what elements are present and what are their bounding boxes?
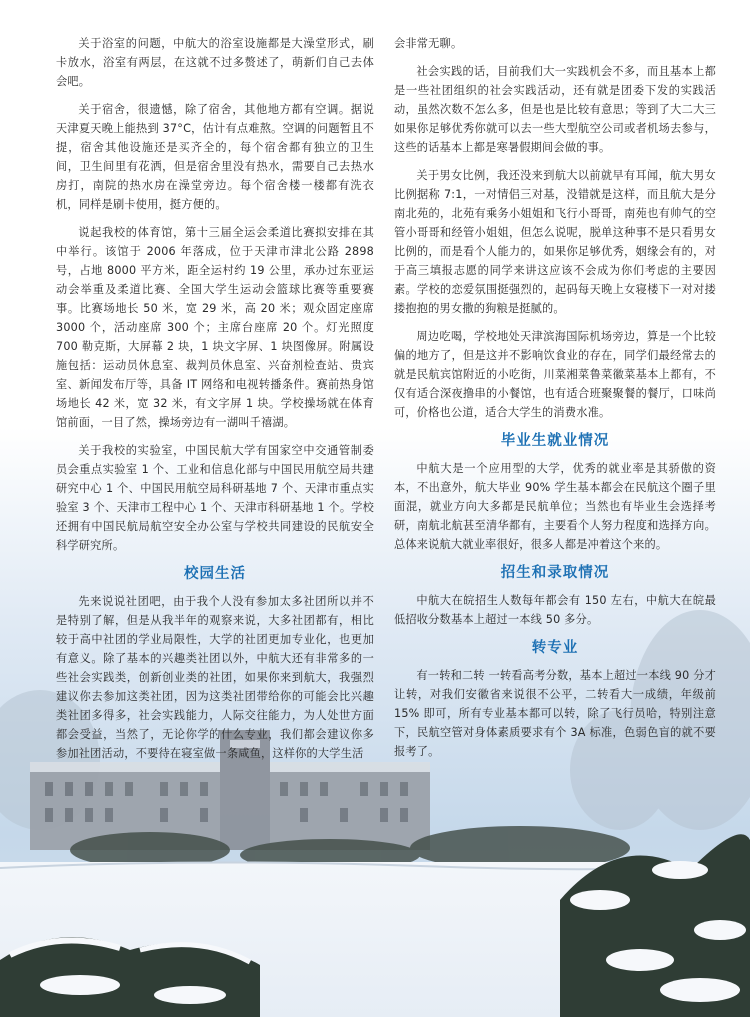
section-title-transfer-major: 转专业 — [531, 640, 579, 656]
paragraph-food: 周边吃喝，学校地处天津滨海国际机场旁边，算是一个比较偏的地方了，但是这并不影响饮食业的存在，同学们最经常去的就是民航宾馆附近的小吃街，川菜湘菜鲁菜徽菜基本上都有，不仅有适合深夜撸串的小餐馆，也有适合班聚聚餐的餐厅，口味尚可，价格也公道，适合大学生的消费水准。 — [394, 330, 716, 419]
paragraph-dormitory: 关于宿舍，很遗憾，除了宿舍，其他地方都有空调。据说天津夏天晚上能热到 37°C，估计有点难熬。空调的问题暂且不提，宿舍其他设施还是买齐全的，每个宿舍都有独立的卫生间，卫生间里有花洒，但是宿舍里没有热水，需要自己去热水房打，南院的热水房在澡堂旁边。每个宿舍楼一楼都有洗衣机，同样是刷卡使用，挺方便的。 — [56, 103, 374, 211]
section-title-employment: 毕业生就业情况 — [500, 433, 610, 449]
paragraph-gender-ratio: 关于男女比例，我还没来到航大以前就早有耳闻，航大男女比例据称 7:1，一对情侣三对基，没错就是这样，而且航大是分南北苑的，北苑有乘务小姐姐和飞行小哥哥，南苑也有帅气的空管小哥哥和经管小姐姐，但怎么说呢，脱单这种事不是只看男女比例的，而是看个人能力的，如果你足够优秀，姻缘会有的，对于高三填报志愿的同学来讲这应该不会成为你们考虑的主要因素。学校的恋爱氛围挺强烈的，起码每天晚上女寝楼下一对对搂搂抱抱的男女撒的狗粮是挺腻的。 — [394, 169, 716, 315]
paragraph-transfer-major: 有一转和二转 一转看高考分数，基本上超过一本线 90 分才让转，对我们安徽省来说很不公平，二转看大一成绩，年级前 15% 即可，所有专业基本都可以转，除了飞行员哈，特别注意下，民航空管对身体素质要求有个 3A 标准，色弱色盲的就不要报考了。 — [394, 669, 716, 758]
paragraph-employment: 中航大是一个应用型的大学，优秀的就业率是其骄傲的资本，不出意外，航大毕业 90% 学生基本都会在民航这个圈子里面混，就业方向大多都是民航单位；当然也有毕业生会选择考研，南航北航甚至清华都有，主要看个人努力程度和选择方向。总体来说航大就业率很好，很多人都是冲着这个来的。 — [394, 462, 716, 551]
left-column — [56, 34, 374, 772]
paragraph-laboratory: 关于我校的实验室，中国民航大学有国家空中交通管制委员会重点实验室 1 个、工业和信息化部与中国民用航空局共建研究中心 1 个、中国民用航空局科研基地 7 个、天津市重点实验室 3 个、天津市工程中心 1 个、天津市科研基地 1 个。学校还拥有中国民航局航空安全办公室与学校共同建设的民航安全科学研究所。 — [56, 444, 374, 552]
section-title-campus-life: 校园生活 — [184, 566, 246, 582]
paragraph-gymnasium: 说起我校的体育馆，第十三届全运会柔道比赛拟安排在其中举行。该馆于 2006 年落成，位于天津市津北公路 2898 号，占地 8000 平方米，距全运村约 19 公里，承办过东亚运动会举重及柔道比赛、全国大学生运动会篮球比赛等重要赛事。比赛场地长 50 米，宽 29 米，高 20 米；观众固定座席 3000 个，活动座席 300 个；主席台座席 20 个。灯光照度 700 勒克斯，大屏幕 2 块，1 块文字屏、1 块图像屏。附属设施包括：运动员休息室、裁判员休息室、兴奋剂检查站、贵宾室、新闻发布厅等，具备 IT 网络和电视转播条件。赛前热身馆场地长 42 米，宽 32 米，有文字屏 1 块。学校操场就在体育馆前面，一目了然，操场旁边有一湖叫千禧湖。 — [56, 226, 374, 429]
paragraph-social-practice: 社会实践的话，目前我们大一实践机会不多，而且基本上都是一些社团组织的社会实践活动，还有就是团委下发的实践活动，虽然次数不怎么多，但是也是比较有意思；等到了大二大三如果你足够优秀你就可以去一些大型航空公司或者机场去参与，这些的话基本上都是寒暑假期间会做的事。 — [394, 65, 716, 154]
paragraph-admission: 中航大在皖招生人数每年都会有 150 左右，中航大在皖最低招收分数基本上超过一本线 50 多分。 — [394, 594, 716, 626]
section-title-admission: 招生和录取情况 — [500, 565, 610, 581]
paragraph-bathroom: 关于浴室的问题，中航大的浴室设施都是大澡堂形式，刷卡放水，浴室有两层，在这就不过多赘述了，萌新们自己去体会吧。 — [56, 37, 374, 88]
paragraph-clubs: 先来说说社团吧，由于我个人没有参加太多社团所以并不是特别了解，但是从我半年的观察来说，大多社团都有，相比较于高中社团的学业局限性，大学的社团更加专业化，也更加有意义。除了基本的兴趣类社团以外，中航大还有非常多的一些社会实践类，创新创业类的社团，如果你来到航大，我强烈建议你去参加这类社团，因为这类社团带给你的可能会比兴趣类社团多得多，社会实践能力，人际交往能力，为人处世方面都会受益，当然了，无论你学的什么专业，我们都会建议你多参加社团活动，不要待在寝室做一条咸鱼，这样你的大学生活 — [56, 595, 374, 760]
right-column — [394, 34, 716, 770]
paragraph-clubs-continued: 会非常无聊。 — [394, 37, 463, 50]
